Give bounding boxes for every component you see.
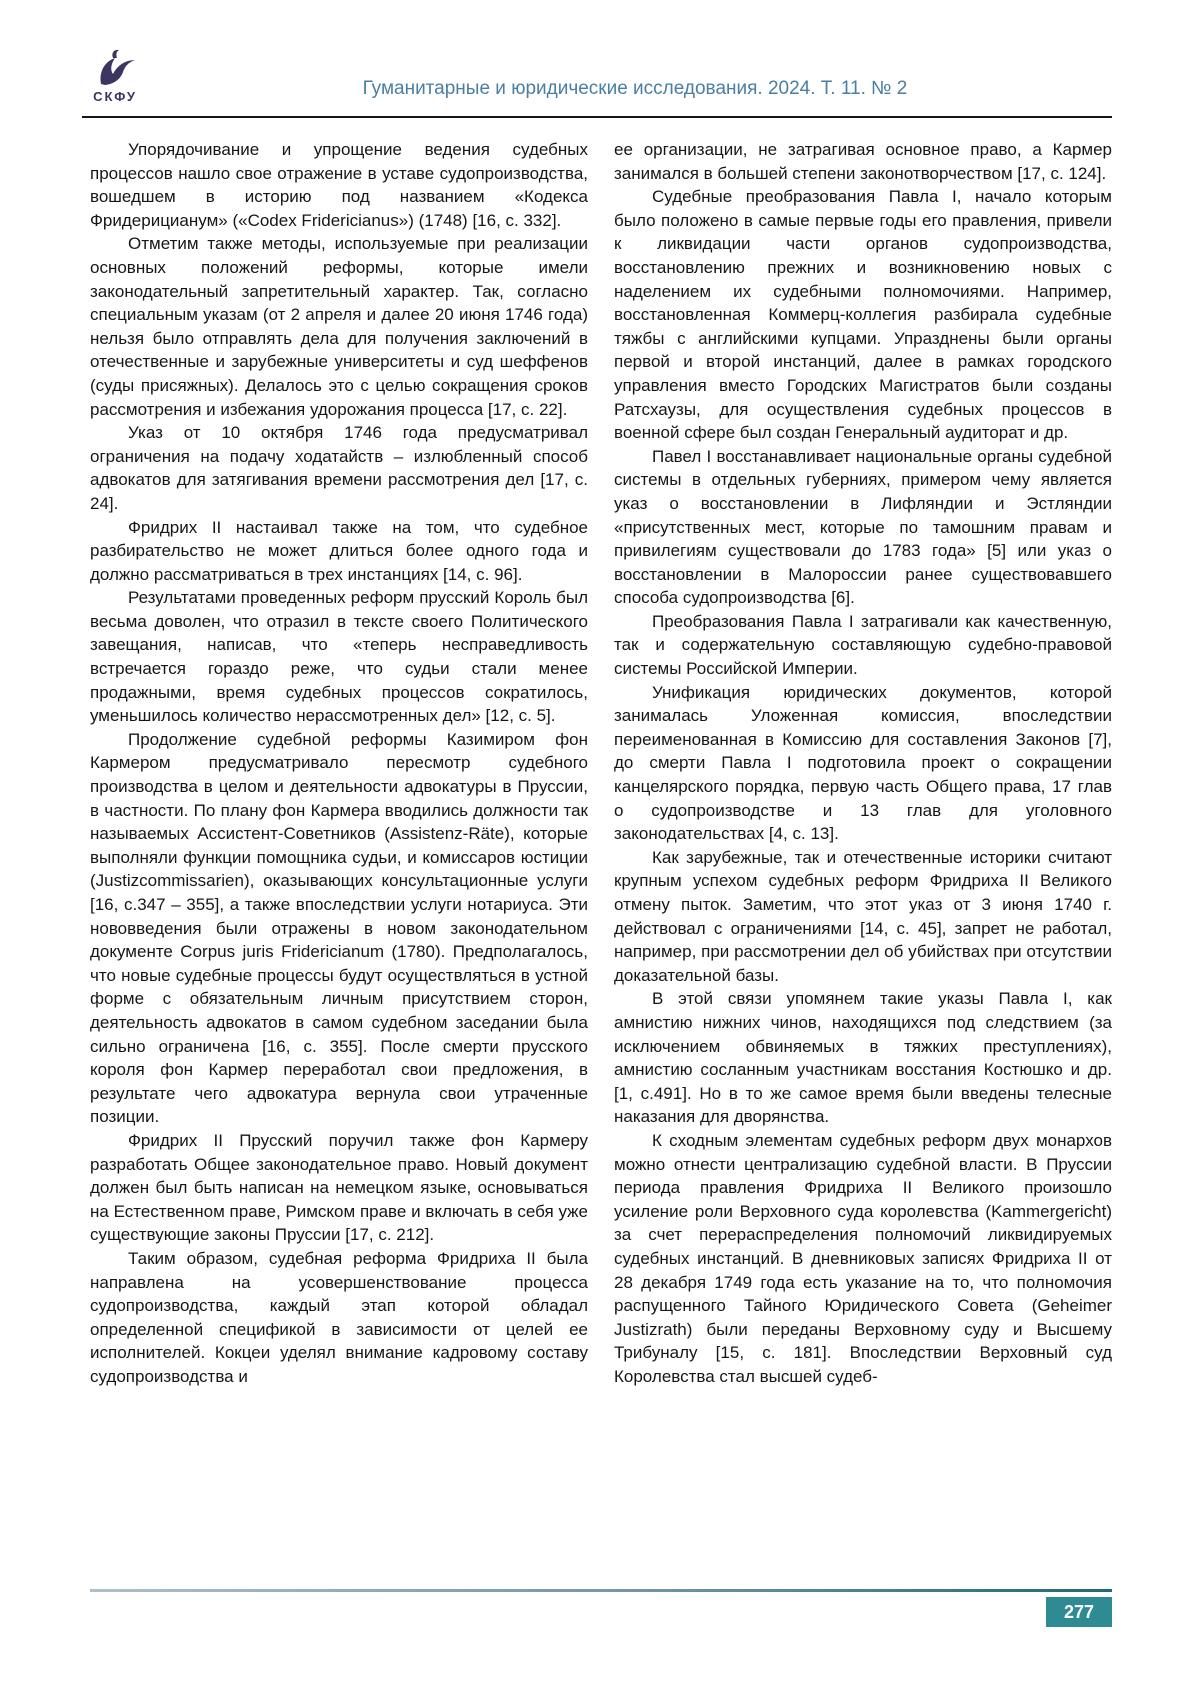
header-divider xyxy=(82,116,1112,118)
paragraph: В этой связи упомянем такие указы Павла I, как амнистию нижних чинов, находящихся под следствием (за исключением обвиняемых в тяжких преступлениях), амнистию сосланным участникам восстания Костюшко и др. [1, с.491]. Но в то же самое время были введены телесные наказания для дворянства. xyxy=(614,989,1112,1127)
paragraph: К сходным элементам судебных реформ двух монархов можно отнести централизацию судебной власти. В Пруссии периода правления Фридриха II Великого произошло усиление роли Верховного суда королевства (Kammergericht) за счет перераспределения полномочий ликвидируемых судебных инстанций. В дневниковых записях Фридриха II от 28 декабря 1749 года есть указание на то, что полномочия распущенного Тайного Юридического Совета (Geheimer Justizrath) были переданы Верховному суду и Высшему Трибуналу [15, с. 181]. Впоследствии Верховный суд Королевства стал высшей судеб- xyxy=(614,1130,1112,1386)
paragraph: Указ от 10 октября 1746 года предусматривал ограничения на подачу ходатайств – излюбленный способ адвокатов для затягивания времени рассмотрения дел [17, с. 24]. xyxy=(90,423,588,513)
paragraph: Павел I восстанавливает национальные органы судебной системы в отдельных губерниях, примером чему является указ о восстановлении в Лифляндии и Эстляндии «присутственных мест, которые по тамошним правам и привилегиям существовали до 1783 года» [5] или указ о восстановлении в Малороссии ранее существовавшего способа судопроизводства [6]. xyxy=(614,446,1112,608)
left-column xyxy=(90,138,588,1388)
paragraph: Как зарубежные, так и отечественные историки считают крупным успехом судебных реформ Фридриха II Великого отмену пыток. Заметим, что этот указ от 3 июня 1740 г. действовал с ограничениями [14, с. 45], запрет не работал, например, при рассмотрении дел об убийствах при отсутствии доказательной базы. xyxy=(614,847,1112,985)
paragraph: Отметим также методы, используемые при реализации основных положений реформы, которые имели законодательный запретительный характер. Так, согласно специальным указам (от 2 апреля и далее 20 июня 1746 года) нельзя было отправлять дела для получения заключений в отечественные и зарубежные университеты и суд шеффенов (суды присяжных). Делалось это с целью сокращения сроков рассмотрения и избежания удорожания процесса [17, с. 22]. xyxy=(90,234,588,419)
paragraph: Упорядочивание и упрощение ведения судебных процессов нашло свое отражение в уставе судопроизводства, вошедшем в историю под названием «Кодекса Фридерицианум» («Codex Fridericianus») (1748) [16, с. 332]. xyxy=(90,140,588,230)
page-number: 277 xyxy=(1046,1597,1112,1627)
paragraph: Результатами проведенных реформ прусский Король был весьма доволен, что отразил в тексте своего Политического завещания, написав, что «теперь несправедливость встречается гораздо реже, что судьи стали менее продажными, время судебных процессов сократилось, уменьшилось количество нерассмотренных дел» [12, с. 5]. xyxy=(90,588,588,726)
paragraph: Унификация юридических документов, которой занималась Уложенная комиссия, впоследствии переименованная в Комиссию для составления Законов [7], до смерти Павла I подготовила проект о сокращении канцелярского порядка, первую часть Общего права, 17 глав о судопроизводстве и 13 глав для уголовного законодательствах [4, с. 13]. xyxy=(614,682,1112,844)
paragraph: Таким образом, судебная реформа Фридриха II была направлена на усовершенствование процесса судопроизводства, каждый этап которой обладал определенной спецификой в зависимости от целей ее исполнителей. Кокцеи уделял внимание кадровому составу судопроизводства и xyxy=(90,1248,588,1386)
paragraph: Преобразования Павла I затрагивали как качественную, так и содержательную составляющую судебно-правовой системы Российской Империи. xyxy=(614,611,1112,679)
footer-divider xyxy=(90,1589,1112,1592)
paragraph: Фридрих II Прусский поручил также фон Кармеру разработать Общее законодательное право. Новый документ должен был быть написан на немецком языке, основываться на Естественном праве, Римском праве и включать в себя уже существующие законы Пруссии [17, с. 212]. xyxy=(90,1130,588,1245)
skfu-bird-icon xyxy=(82,48,148,88)
paragraph: Продолжение судебной реформы Казимиром фон Кармером предусматривало пересмотр судебного производства в целом и деятельности адвокатуры в Пруссии, в частности. По плану фон Кармера вводились должности так называемых Ассистент-Советников (Assistenz-Räte), которые выполняли функции помощника судьи, и комиссаров юстиции (Justizcommissarien), оказывающих консультационные услуги [16, с.347 – 355], а также впоследствии услуги нотариуса. Эти нововведения были отражены в новом законодательном документе Corpus juris Fridericianum (1780). Предполагалось, что новые судебные процессы будут осуществляться в устной форме с обязательным личным присутствием сторон, деятельность адвокатов в самом судебном заседании была сильно ограничена [16, с. 355]. После смерти прусского короля фон Кармер переработал свои предложения, в результате чего адвокатура вернула свои утраченные позиции. xyxy=(90,729,588,1127)
journal-title: Гуманитарные и юридические исследования. 2024. Т. 11. № 2 xyxy=(362,78,908,99)
paragraph: Фридрих II настаивал также на том, что судебное разбирательство не может длиться более одного года и должно рассматриваться в трех инстанциях [14, с. 96]. xyxy=(90,517,588,584)
paragraph-continuation: ее организации, не затрагивая основное право, а Кармер занимался в большей степени законотворчеством [17, с. 124]. xyxy=(614,140,1112,183)
article-body xyxy=(90,138,1112,1388)
paragraph: Судебные преобразования Павла I, начало которым было положено в самые первые годы его правления, привели к ликвидации части органов судопроизводства, восстановлению прежних и возникновению новых с наделением их судебными полномочиями. Например, восстановленная Коммерц-коллегия разбирала судебные тяжбы с английскими купцами. Упразднены были органы первой и второй инстанций, далее в рамках городского управления вместо Городских Магистратов были созданы Ратсхаузы, для осуществления судебных процессов в военной сфере был создан Генеральный аудиторат и др. xyxy=(614,187,1112,443)
skfu-logo xyxy=(82,48,148,104)
page-header xyxy=(0,0,1200,118)
logo-text: СКФУ xyxy=(93,89,137,104)
right-column xyxy=(614,138,1112,1388)
